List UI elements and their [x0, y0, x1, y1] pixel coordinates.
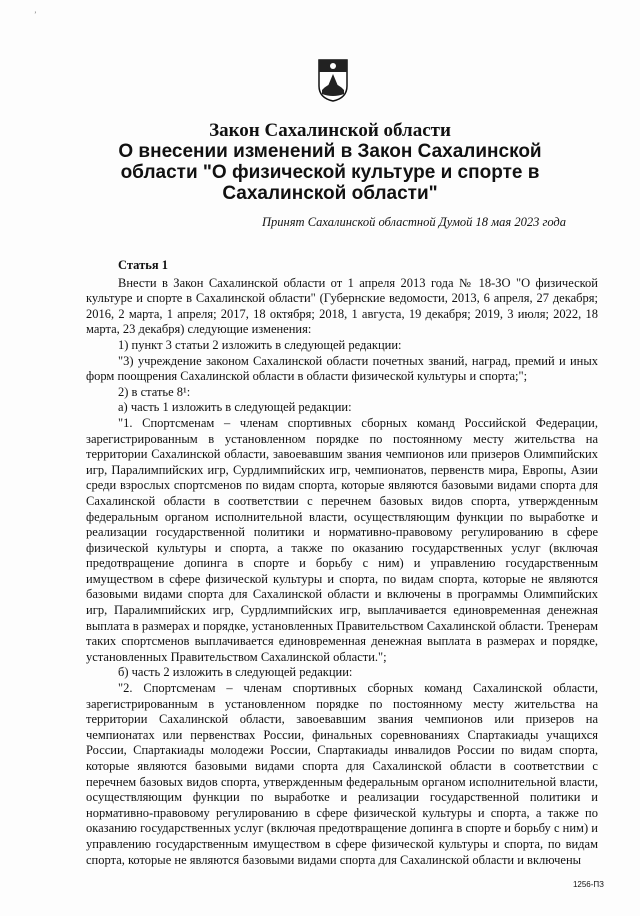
- document-body: [86, 258, 598, 868]
- paragraph: "1. Спортсменам – членам спортивных сборных команд Российской Федерации, зарегистрированным в установленном порядке по постоянному месту жительства на территории Сахалинской области, завоевавшим звания чемпионов или призеров Олимпийских игр, Паралимпийских игр, Сурдлимпийских игр, чемпионатов, первенств мира, Европы, Азии среди взрослых спортсменов по видам спорта, которые являются базовыми видами спорта для Сахалинской области в соответствии с перечнем базовых видов спорта, утвержденным федеральным органом исполнительной власти, осуществляющим функции по выработке и реализации государственной политики и нормативно-правовому регулированию в сфере физической культуры и спорта, а также по оказанию государственных услуг (включая предотвращение допинга в спорте и борьбу с ним) и управлению государственным имуществом в сфере физической культуры и спорта, по видам спорта, которые не являются базовыми видами спорта для Сахалинской области и включены в программы Олимпийских игр, Паралимпийских игр, Сурдлимпийских игр, выплачивается единовременная денежная выплата в размерах и порядке, установленных Правительством Сахалинской области. Тренерам таких спортсменов выплачивается единовременная денежная выплата в размерах и порядке, установленных Правительством Сахалинской области.";: [86, 415, 598, 664]
- paragraph: "3) учреждение законом Сахалинской области почетных званий, наград, премий и иных форм поощрения Сахалинской области в области физической культуры и спорта;";: [86, 353, 598, 384]
- paragraph: 1) пункт 3 статьи 2 изложить в следующей редакции:: [118, 337, 402, 352]
- title-line-4: Сахалинской области": [222, 183, 438, 204]
- title-line-3: области "О физической культуре и спорте в: [120, 162, 540, 183]
- law-title: [60, 120, 600, 204]
- paragraph: 2) в статье 8¹:: [118, 384, 191, 399]
- paragraph: Внести в Закон Сахалинской области от 1 апреля 2013 года № 18-ЗО "О физической культуре и спорте в Сахалинской области" (Губернские ведомости, 2013, 6 апреля, 27 декабря; 2016, 2 марта, 1 апреля; 2017, 18 октября; 2018, 1 августа, 19 декабря; 2019, 3 июля; 2022, 18 марта, 23 декабря) следующие изменения:: [86, 275, 598, 337]
- paragraph: а) часть 1 изложить в следующей редакции:: [118, 400, 352, 415]
- title-line-2: О внесении изменений в Закон Сахалинской: [118, 141, 542, 162]
- title-line-1: Закон Сахалинской области: [209, 120, 451, 141]
- document-code: 1256-ПЗ: [572, 880, 604, 889]
- adoption-note: Принят Сахалинской областной Думой 18 мая 2023 года: [262, 215, 566, 229]
- coat-of-arms-icon: [316, 56, 350, 102]
- paragraph: "2. Спортсменам – членам спортивных сборных команд Сахалинской области, зарегистрированным в установленном порядке по постоянному месту жительства на территории Сахалинской области, завоевавшим звания чемпионов или призеров на чемпионатах или первенствах России, финальных соревнованиях Спартакиады учащихся России, Спартакиады молодежи России, Спартакиады инвалидов России по видам спорта, которые являются базовыми видами спорта для Сахалинской области в соответствии с перечнем базовых видов спорта, утвержденным федеральным органом исполнительной власти, осуществляющим функции по выработке и реализации государственной политики и нормативно-правовому регулированию в сфере физической культуры и спорта, а также по оказанию государственных услуг (включая предотвращение допинга в спорте и борьбу с ним) и управлению государственным имуществом в сфере физической культуры и спорта, по видам спорта, которые не являются базовыми видами спорта для Сахалинской области и включены: [86, 681, 598, 867]
- paragraph: б) часть 2 изложить в следующей редакции:: [118, 665, 353, 680]
- margin-mark: ʼ: [34, 10, 37, 19]
- article-heading: Статья 1: [118, 258, 168, 272]
